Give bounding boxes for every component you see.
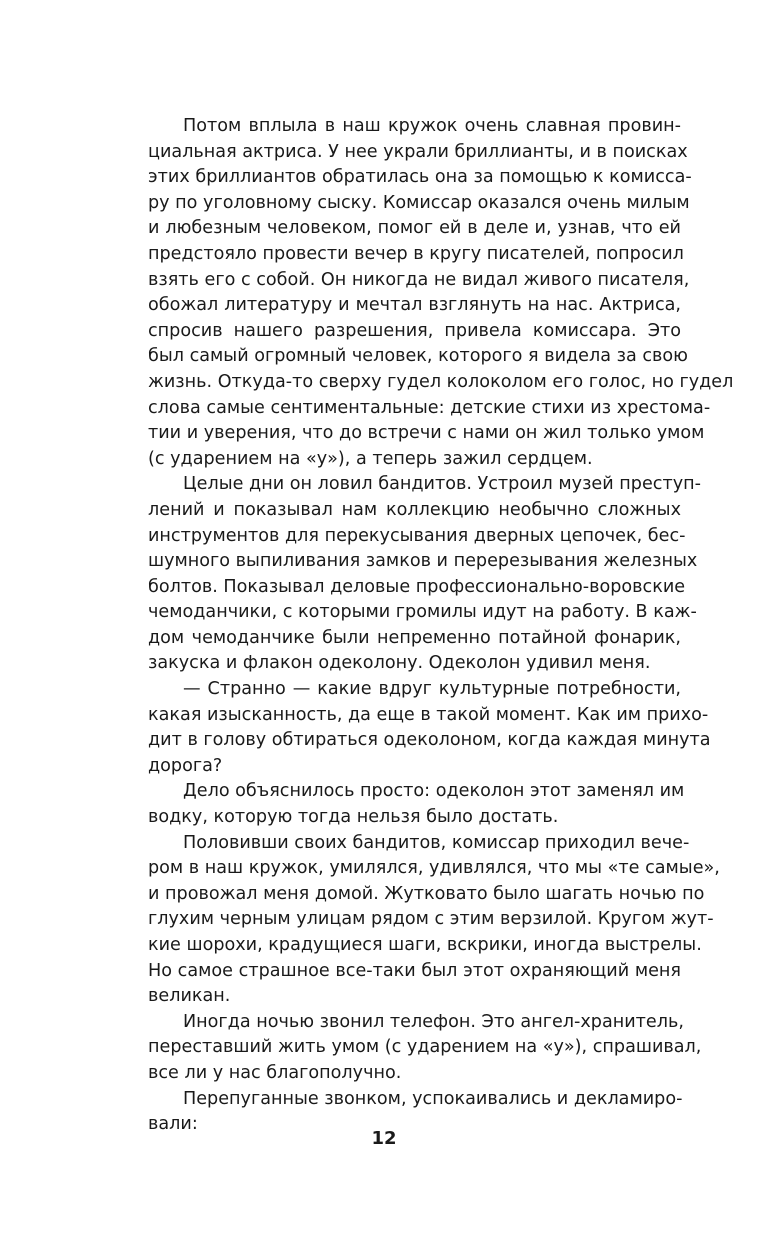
text-line: ру по уголовному сыску. Комиссар оказался очень милым	[148, 192, 690, 213]
text-line: обожал литературу и мечтал взглянуть на нас. Актриса,	[148, 295, 681, 316]
text-line: Целые дни он ловил бандитов. Устроил музей преступ-	[183, 474, 701, 495]
text-line: инструментов для перекусывания дверных цепочек, бес-	[148, 525, 686, 546]
paragraph	[148, 114, 734, 472]
text-line: шумного выпиливания замков и перерезывания железных	[148, 551, 698, 572]
text-line: дорога?	[148, 755, 223, 776]
text-line: чемоданчики, с которыми громилы идут на работу. В каж-	[148, 602, 697, 623]
text-line: циальная актриса. У нее украли бриллианты, и в поисках	[148, 141, 688, 162]
paragraph	[148, 472, 701, 677]
text-line: и провожал меня домой. Жутковато было шагать ночью по	[148, 883, 705, 904]
text-line: этих бриллиантов обратилась она за помощью к комисса-	[148, 167, 692, 188]
text-line: взять его с собой. Он никогда не видал живого писателя,	[148, 269, 690, 290]
text-line: великан.	[148, 986, 231, 1007]
text-line: спросив нашего разрешения, привела комиссара. Это	[148, 320, 681, 341]
paragraph	[148, 677, 711, 779]
paragraph	[148, 1010, 702, 1087]
page-number: 12	[371, 1128, 397, 1149]
text-line: болтов. Показывал деловые профессионально-воровские	[148, 576, 686, 597]
text-line: — Странно — какие вдруг культурные потребности,	[183, 679, 681, 700]
text-line: закуска и флакон одеколону. Одеколон удивил меня.	[148, 653, 651, 674]
body-text	[148, 114, 734, 1138]
paragraph	[148, 831, 720, 1010]
text-line: ром в наш кружок, умилялся, удивлялся, что мы «те самые»,	[148, 858, 720, 879]
text-line: все ли у нас благополучно.	[148, 1062, 402, 1083]
text-line: Дело объяснилось просто: одеколон этот заменял им	[183, 781, 685, 802]
text-line: предстояло провести вечер в кругу писателей, попросил	[148, 243, 684, 264]
paragraph	[148, 779, 685, 830]
text-line: лений и показывал нам коллекцию необычно сложных	[148, 499, 681, 520]
text-line: тии и уверения, что до встречи с нами он жил только умом	[148, 423, 705, 444]
text-line: водку, которую тогда нельзя было достать.	[148, 807, 559, 828]
text-line: Половивши своих бандитов, комиссар приходил вече-	[183, 832, 690, 853]
text-line: был самый огромный человек, которого я видела за свою	[148, 346, 688, 367]
text-line: жизнь. Откуда-то сверху гудел колоколом его голос, но гудел	[148, 371, 734, 392]
text-line: (с ударением на «у»), а теперь зажил сердцем.	[148, 448, 593, 469]
text-line: и любезным человеком, помог ей в деле и, узнав, что ей	[148, 218, 681, 239]
text-line: переставший жить умом (с ударением на «у»), спрашивал,	[148, 1037, 702, 1058]
text-line: кие шорохи, крадущиеся шаги, вскрики, иногда выстрелы.	[148, 935, 702, 955]
text-line: Иногда ночью звонил телефон. Это ангел-хранитель,	[183, 1011, 684, 1032]
text-line: дом чемоданчике были непременно потайной фонарик,	[148, 627, 681, 648]
text-line: какая изысканность, да еще в такой момент. Как им прихо-	[148, 704, 709, 725]
text-line: слова самые сентиментальные: детские стихи из хрестома-	[148, 397, 711, 418]
text-line: Но самое страшное все-таки был этот охраняющий меня	[148, 960, 681, 981]
text-line: глухим черным улицам рядом с этим верзилой. Кругом жут-	[148, 909, 714, 930]
text-line: Перепуганные звонком, успокаивались и декламиро-	[183, 1088, 683, 1109]
text-line: вали:	[148, 1114, 198, 1135]
text-line: дит в голову обтираться одеколоном, когда каждая минута	[148, 730, 711, 751]
text-line: Потом вплыла в наш кружок очень славная провин-	[183, 116, 681, 136]
